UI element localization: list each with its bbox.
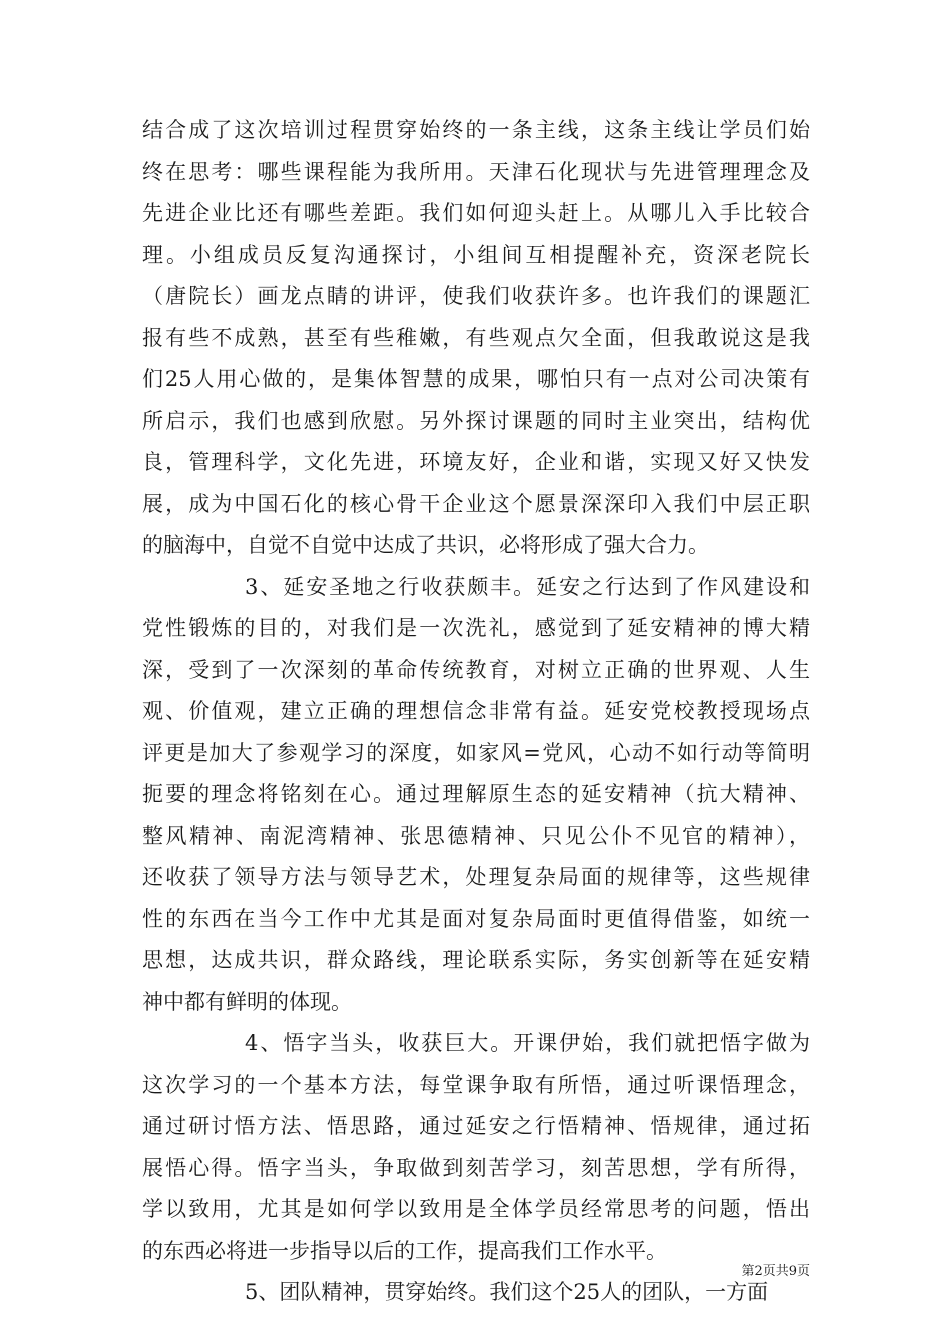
text-line: 结合成了这次培训过程贯穿始终的一条主线，这条主线让学员们始 <box>142 118 810 142</box>
text-line: （唐院长）画龙点睛的讲评，使我们收获许多。也许我们的课题汇 <box>142 284 810 308</box>
text-line: 报有些不成熟，甚至有些稚嫩，有些观点欠全面，但我敢说这是我 <box>142 325 810 350</box>
page-number: 第2页共9页 <box>741 1264 810 1279</box>
text-line: 观、价值观，建立正确的理想信念非常有益。延安党校教授现场点 <box>142 699 810 723</box>
text-line: 通过研讨悟方法、悟思路，通过延安之行悟精神、悟规律，通过拓 <box>142 1114 810 1138</box>
text-line: 整风精神、南泥湾精神、张思德精神、只见公仆不见官的精神）， <box>142 823 810 848</box>
text-line: 扼要的理念将铭刻在心。通过理解原生态的延安精神（抗大精神、 <box>142 782 810 806</box>
text-line: 深，受到了一次深刻的革命传统教育，对树立正确的世界观、人生 <box>142 657 810 682</box>
text-line: 思想，达成共识，群众路线，理论联系实际，务实创新等在延安精 <box>142 948 810 972</box>
text-line: 理。小组成员反复沟通探讨，小组间互相提醒补充，资深老院长 <box>142 242 810 267</box>
text-line: 神中都有鲜明的体现。 <box>142 989 352 1014</box>
text-line: 展，成为中国石化的核心骨干企业这个愿景深深印入我们中层正职 <box>142 491 810 516</box>
text-line: 良，管理科学，文化先进，环境友好，企业和谐，实现又好又快发 <box>142 450 810 474</box>
paragraph-heading: 4、悟字当头，收获巨大。开课伊始，我们就把悟字做为 <box>245 1031 810 1055</box>
text-line: 还收获了领导方法与领导艺术，处理复杂局面的规律等，这些规律 <box>142 865 810 889</box>
text-line: 党性锻炼的目的，对我们是一次洗礼，感觉到了延安精神的博大精 <box>142 616 810 640</box>
text-line: 这次学习的一个基本方法，每堂课争取有所悟，通过听课悟理念， <box>142 1072 810 1097</box>
text-line: 的脑海中，自觉不自觉中达成了共识，必将形成了强大合力。 <box>142 533 709 557</box>
text-line: 学以致用，尤其是如何学以致用是全体学员经常思考的问题，悟出 <box>142 1197 810 1221</box>
text-line: 展悟心得。悟字当头，争取做到刻苦学习，刻苦思想，学有所得， <box>142 1155 810 1180</box>
paragraph-heading: 5、团队精神，贯穿始终。我们这个25人的团队，一方面 <box>245 1280 769 1304</box>
text-line: 终在思考：哪些课程能为我所用。天津石化现状与先进管理理念及 <box>142 159 810 184</box>
text-line: 们25人用心做的，是集体智慧的成果，哪怕只有一点对公司决策有 <box>142 367 810 391</box>
text-line: 的东西必将进一步指导以后的工作，提高我们工作水平。 <box>142 1238 667 1263</box>
paragraph-heading: 3、延安圣地之行收获颇丰。延安之行达到了作风建设和 <box>245 574 810 599</box>
text-line: 所启示，我们也感到欣慰。另外探讨课题的同时主业突出，结构优 <box>142 408 810 433</box>
text-line: 先进企业比还有哪些差距。我们如何迎头赶上。从哪儿入手比较合 <box>142 201 810 225</box>
text-line: 评更是加大了参观学习的深度，如家风=党风，心动不如行动等简明 <box>142 740 810 765</box>
text-line: 性的东西在当今工作中尤其是面对复杂局面时更值得借鉴，如统一 <box>142 906 810 931</box>
